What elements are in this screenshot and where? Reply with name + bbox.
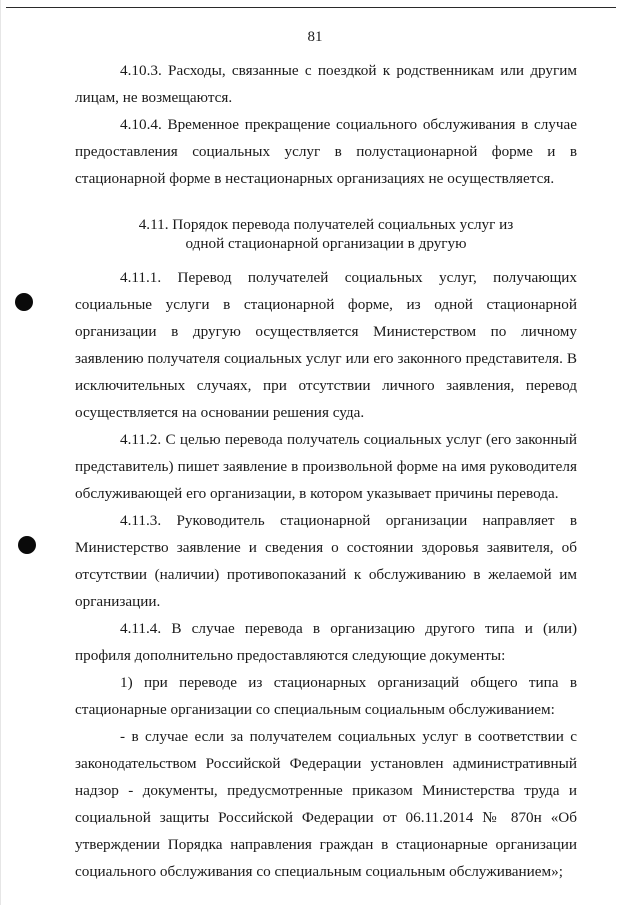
paragraph-4-10-4: 4.10.4. Временное прекращение социального обслуживания в случае предоставления социальных услуг в полустационарной форме и в стационарной форме в нестационарных организациях не осуществляется. [75, 116, 577, 187]
paragraph-4-11-4: 4.11.4. В случае перевода в организацию другого типа и (или) профиля дополнительно предоставляются следующие документы: [75, 620, 577, 664]
section-heading-4-11 [75, 215, 577, 253]
top-edge-rule [6, 7, 616, 8]
punch-hole-mark [15, 293, 33, 311]
paragraph-4-10-3: 4.10.3. Расходы, связанные с поездкой к родственникам или другим лицам, не возмещаются. [75, 62, 577, 106]
paragraph-4-11-2: 4.11.2. С целью перевода получатель социальных услуг (его законный представитель) пишет заявление в произвольной форме на имя руководителя обслуживающей его организации, в котором указывает причины перевода. [75, 431, 577, 502]
section-heading-line: 4.11. Порядок перевода получателей социальных услуг из [138, 216, 514, 233]
paragraph-4-11-1: 4.11.1. Перевод получателей социальных услуг, получающих социальные услуги в стационарной форме, из одной стационарной организации в другую осуществляется Министерством по личному заявлению получателя социальных услуг или его законного представителя. В исключительных случаях, при отсутствии личного заявления, перевод осуществляется на основании решения суда. [75, 269, 577, 421]
document-body [75, 57, 577, 885]
list-subitem-dash: - в случае если за получателем социальных услуг в соответствии с законодательством Российской Федерации установлен административный надзор - документы, предусмотренные приказом Министерства труда и социальной защиты Российской Федерации от 06.11.2014 № 870н «Об утверждении Порядка направления граждан в стационарные организации социального обслуживания со специальным социальным обслуживанием»; [75, 728, 577, 880]
section-heading-line: одной стационарной организации в другую [185, 235, 467, 252]
list-item-1: 1) при переводе из стационарных организаций общего типа в стационарные организации со специальным социальным обслуживанием: [75, 674, 577, 718]
page-number: 81 [307, 29, 323, 45]
punch-hole-mark [18, 536, 36, 554]
paragraph-4-11-3: 4.11.3. Руководитель стационарной организации направляет в Министерство заявление и сведения о состоянии здоровья заявителя, об отсутствии (наличии) противопоказаний к обслуживанию в желаемой им организации. [75, 512, 577, 610]
